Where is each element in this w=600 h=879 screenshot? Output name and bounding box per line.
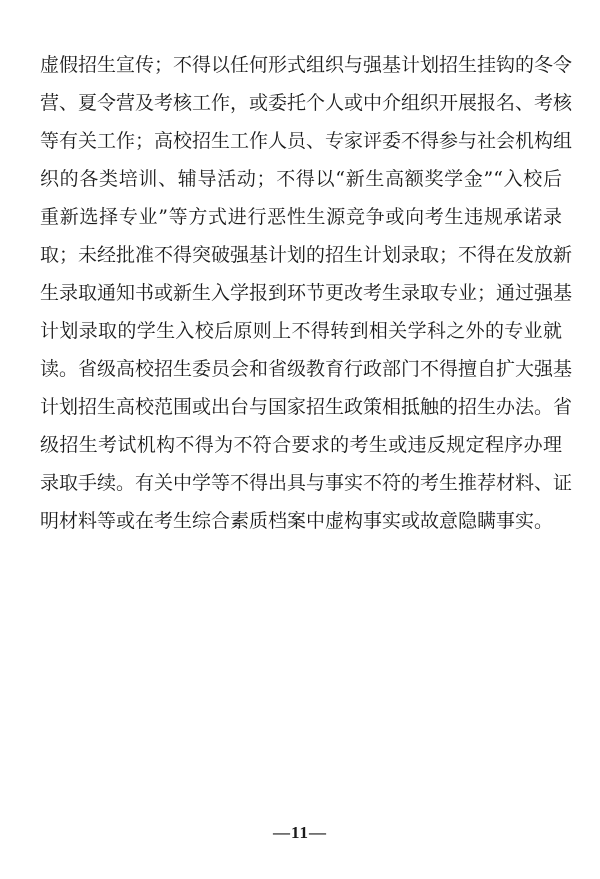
page-number: —11— <box>272 823 328 842</box>
text-line: 重新选择专业”等方式进行恶性生源竞争或向考生违规承诺录 <box>40 206 562 228</box>
body-paragraph <box>40 46 573 540</box>
text-line: 读。省级高校招生委员会和省级教育行政部门不得擅自扩大强基 <box>40 358 573 380</box>
text-line: 计划录取的学生入校后原则上不得转到相关学科之外的专业就 <box>40 320 562 342</box>
text-line: 生录取通知书或新生入学报到环节更改考生录取专业；通过强基 <box>40 282 573 304</box>
text-line: 虚假招生宣传；不得以任何形式组织与强基计划招生挂钩的冬令 <box>40 54 573 76</box>
text-line: 等有关工作；高校招生工作人员、专家评委不得参与社会机构组 <box>40 130 573 152</box>
text-line: 计划招生高校范围或出台与国家招生政策相抵触的招生办法。省 <box>40 396 573 418</box>
text-line: 明材料等或在考生综合素质档案中虚构事实或故意隐瞒事实。 <box>40 510 554 532</box>
text-line: 织的各类培训、辅导活动；不得以“新生高额奖学金”“入校后 <box>40 168 562 190</box>
text-line: 级招生考试机构不得为不符合要求的考生或违反规定程序办理 <box>40 434 562 456</box>
text-line: 营、夏令营及考核工作，或委托个人或中介组织开展报名、考核 <box>40 92 573 114</box>
text-line: 录取手续。有关中学等不得出具与事实不符的考生推荐材料、证 <box>40 472 573 494</box>
text-line: 取；未经批准不得突破强基计划的招生计划录取；不得在发放新 <box>40 244 573 266</box>
